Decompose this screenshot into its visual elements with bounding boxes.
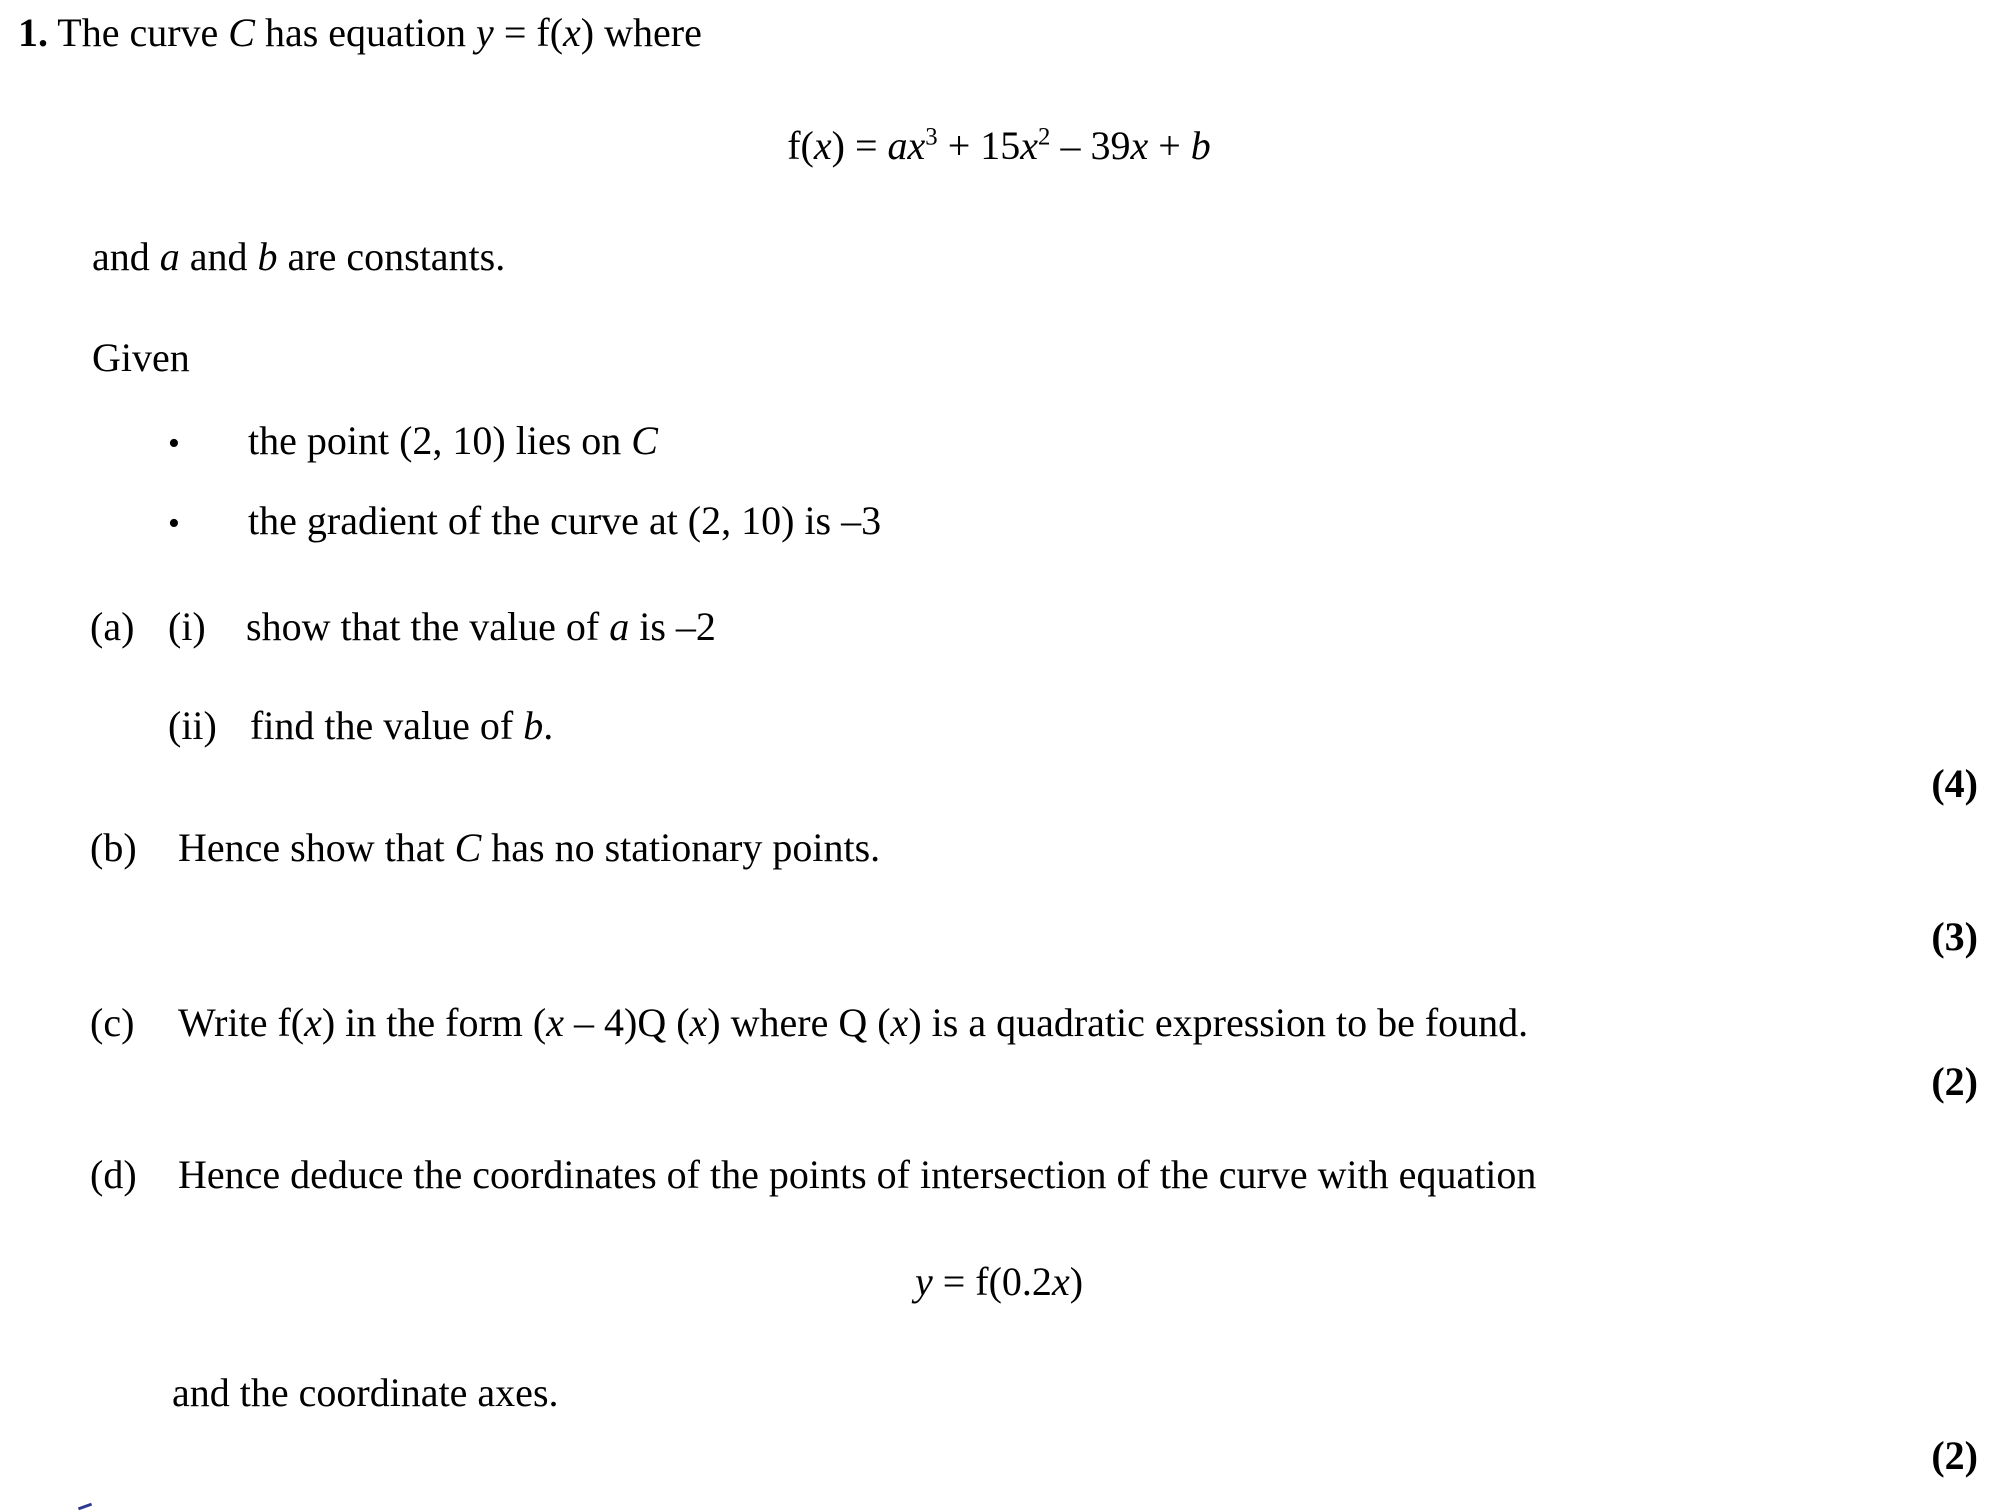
given-bullet-2 [168, 498, 881, 544]
part-c-text-5: ) is a quadratic expression to be found. [908, 1000, 1529, 1045]
stem-y: y [476, 10, 494, 55]
formula-term4: + [1148, 123, 1191, 168]
part-c-x3: x [689, 1000, 708, 1045]
part-a-ii [90, 703, 553, 749]
part-d-text: Hence deduce the coordinates of the points of intersection of the curve with equation [178, 1152, 1537, 1197]
function-definition [0, 122, 1998, 169]
bullet-icon: • [168, 425, 180, 462]
marks-part-b: (3) [1931, 914, 1978, 959]
part-d-eq-y: y [914, 1259, 933, 1304]
part-d-label: (d) [90, 1152, 137, 1197]
formula-x1: x [907, 123, 926, 168]
constants-text-1: and [92, 234, 160, 279]
constants-line [92, 234, 505, 280]
formula-term3: – 39 [1050, 123, 1131, 168]
part-a-i [90, 604, 716, 650]
part-c [90, 1000, 1528, 1046]
part-d-equation [0, 1258, 1998, 1305]
part-d-tail: and the coordinate axes. [172, 1370, 559, 1415]
part-c-x2: x [546, 1000, 564, 1045]
bullet-2-text: the gradient of the curve at (2, 10) is –3 [248, 498, 882, 543]
part-a-ii-label: (ii) [168, 703, 217, 748]
part-a-ii-text-2: . [543, 703, 554, 748]
formula-power-3: 3 [925, 123, 938, 151]
part-a-label: (a) [90, 604, 135, 649]
question-stem [18, 10, 702, 56]
stem-text-after: has equation [254, 10, 477, 55]
part-d-eq-x: x [1051, 1259, 1070, 1304]
part-b-curve-label: C [454, 825, 482, 870]
stem-x: x [563, 10, 581, 55]
part-c-x4: x [890, 1000, 909, 1045]
part-a-i-text-2: is –2 [629, 604, 716, 649]
part-c-x1: x [304, 1000, 322, 1045]
part-a-i-a: a [609, 604, 630, 649]
stem-text-before: The curve [57, 10, 229, 55]
constants-b: b [257, 234, 278, 279]
formula-constant-b: b [1190, 123, 1211, 168]
formula-lhs-close: ) = [831, 123, 888, 168]
part-b [90, 825, 880, 871]
formula-power-2: 2 [1038, 123, 1051, 151]
stem-curve-label: C [228, 10, 255, 55]
part-a-i-label: (i) [168, 604, 206, 649]
question-number: 1. [18, 10, 48, 55]
bullet-1-curve-label: C [631, 418, 658, 463]
part-c-text-4: ) where Q ( [707, 1000, 891, 1045]
part-c-text-3: – 4)Q ( [564, 1000, 690, 1045]
part-d-eq-close: ) [1069, 1259, 1084, 1304]
part-d-eq-body: = f(0.2 [932, 1259, 1052, 1304]
formula-term2: + 15 [937, 123, 1021, 168]
part-c-text-1: Write f( [178, 1000, 305, 1045]
part-c-text-2: ) in the form ( [321, 1000, 547, 1045]
part-b-label: (b) [90, 825, 137, 870]
given-bullet-1 [168, 418, 658, 464]
marks-part-a: (4) [1931, 761, 1978, 806]
part-d [90, 1152, 1536, 1198]
marks-part-d: (2) [1931, 1433, 1978, 1478]
page-mark-tick [78, 1503, 92, 1511]
given-label: Given [92, 335, 190, 380]
marks-part-c: (2) [1931, 1059, 1978, 1104]
formula-lhs: f( [787, 123, 814, 168]
formula-lhs-var: x [813, 123, 832, 168]
part-a-ii-b: b [523, 703, 544, 748]
formula-x2: x [1020, 123, 1039, 168]
constants-a: a [159, 234, 180, 279]
part-b-text-1: Hence show that [178, 825, 455, 870]
constants-text-3: are constants. [277, 234, 506, 279]
part-b-text-2: has no stationary points. [481, 825, 881, 870]
part-c-label: (c) [90, 1000, 135, 1045]
stem-close: ) where [580, 10, 702, 55]
formula-x3: x [1130, 123, 1149, 168]
formula-coefficient-a: a [887, 123, 908, 168]
bullet-1-text: the point (2, 10) lies on [248, 418, 632, 463]
bullet-icon: • [168, 505, 180, 542]
part-a-ii-text-1: find the value of [250, 703, 524, 748]
part-a-i-text-1: show that the value of [246, 604, 610, 649]
constants-text-2: and [179, 234, 258, 279]
stem-equals: = f( [493, 10, 564, 55]
